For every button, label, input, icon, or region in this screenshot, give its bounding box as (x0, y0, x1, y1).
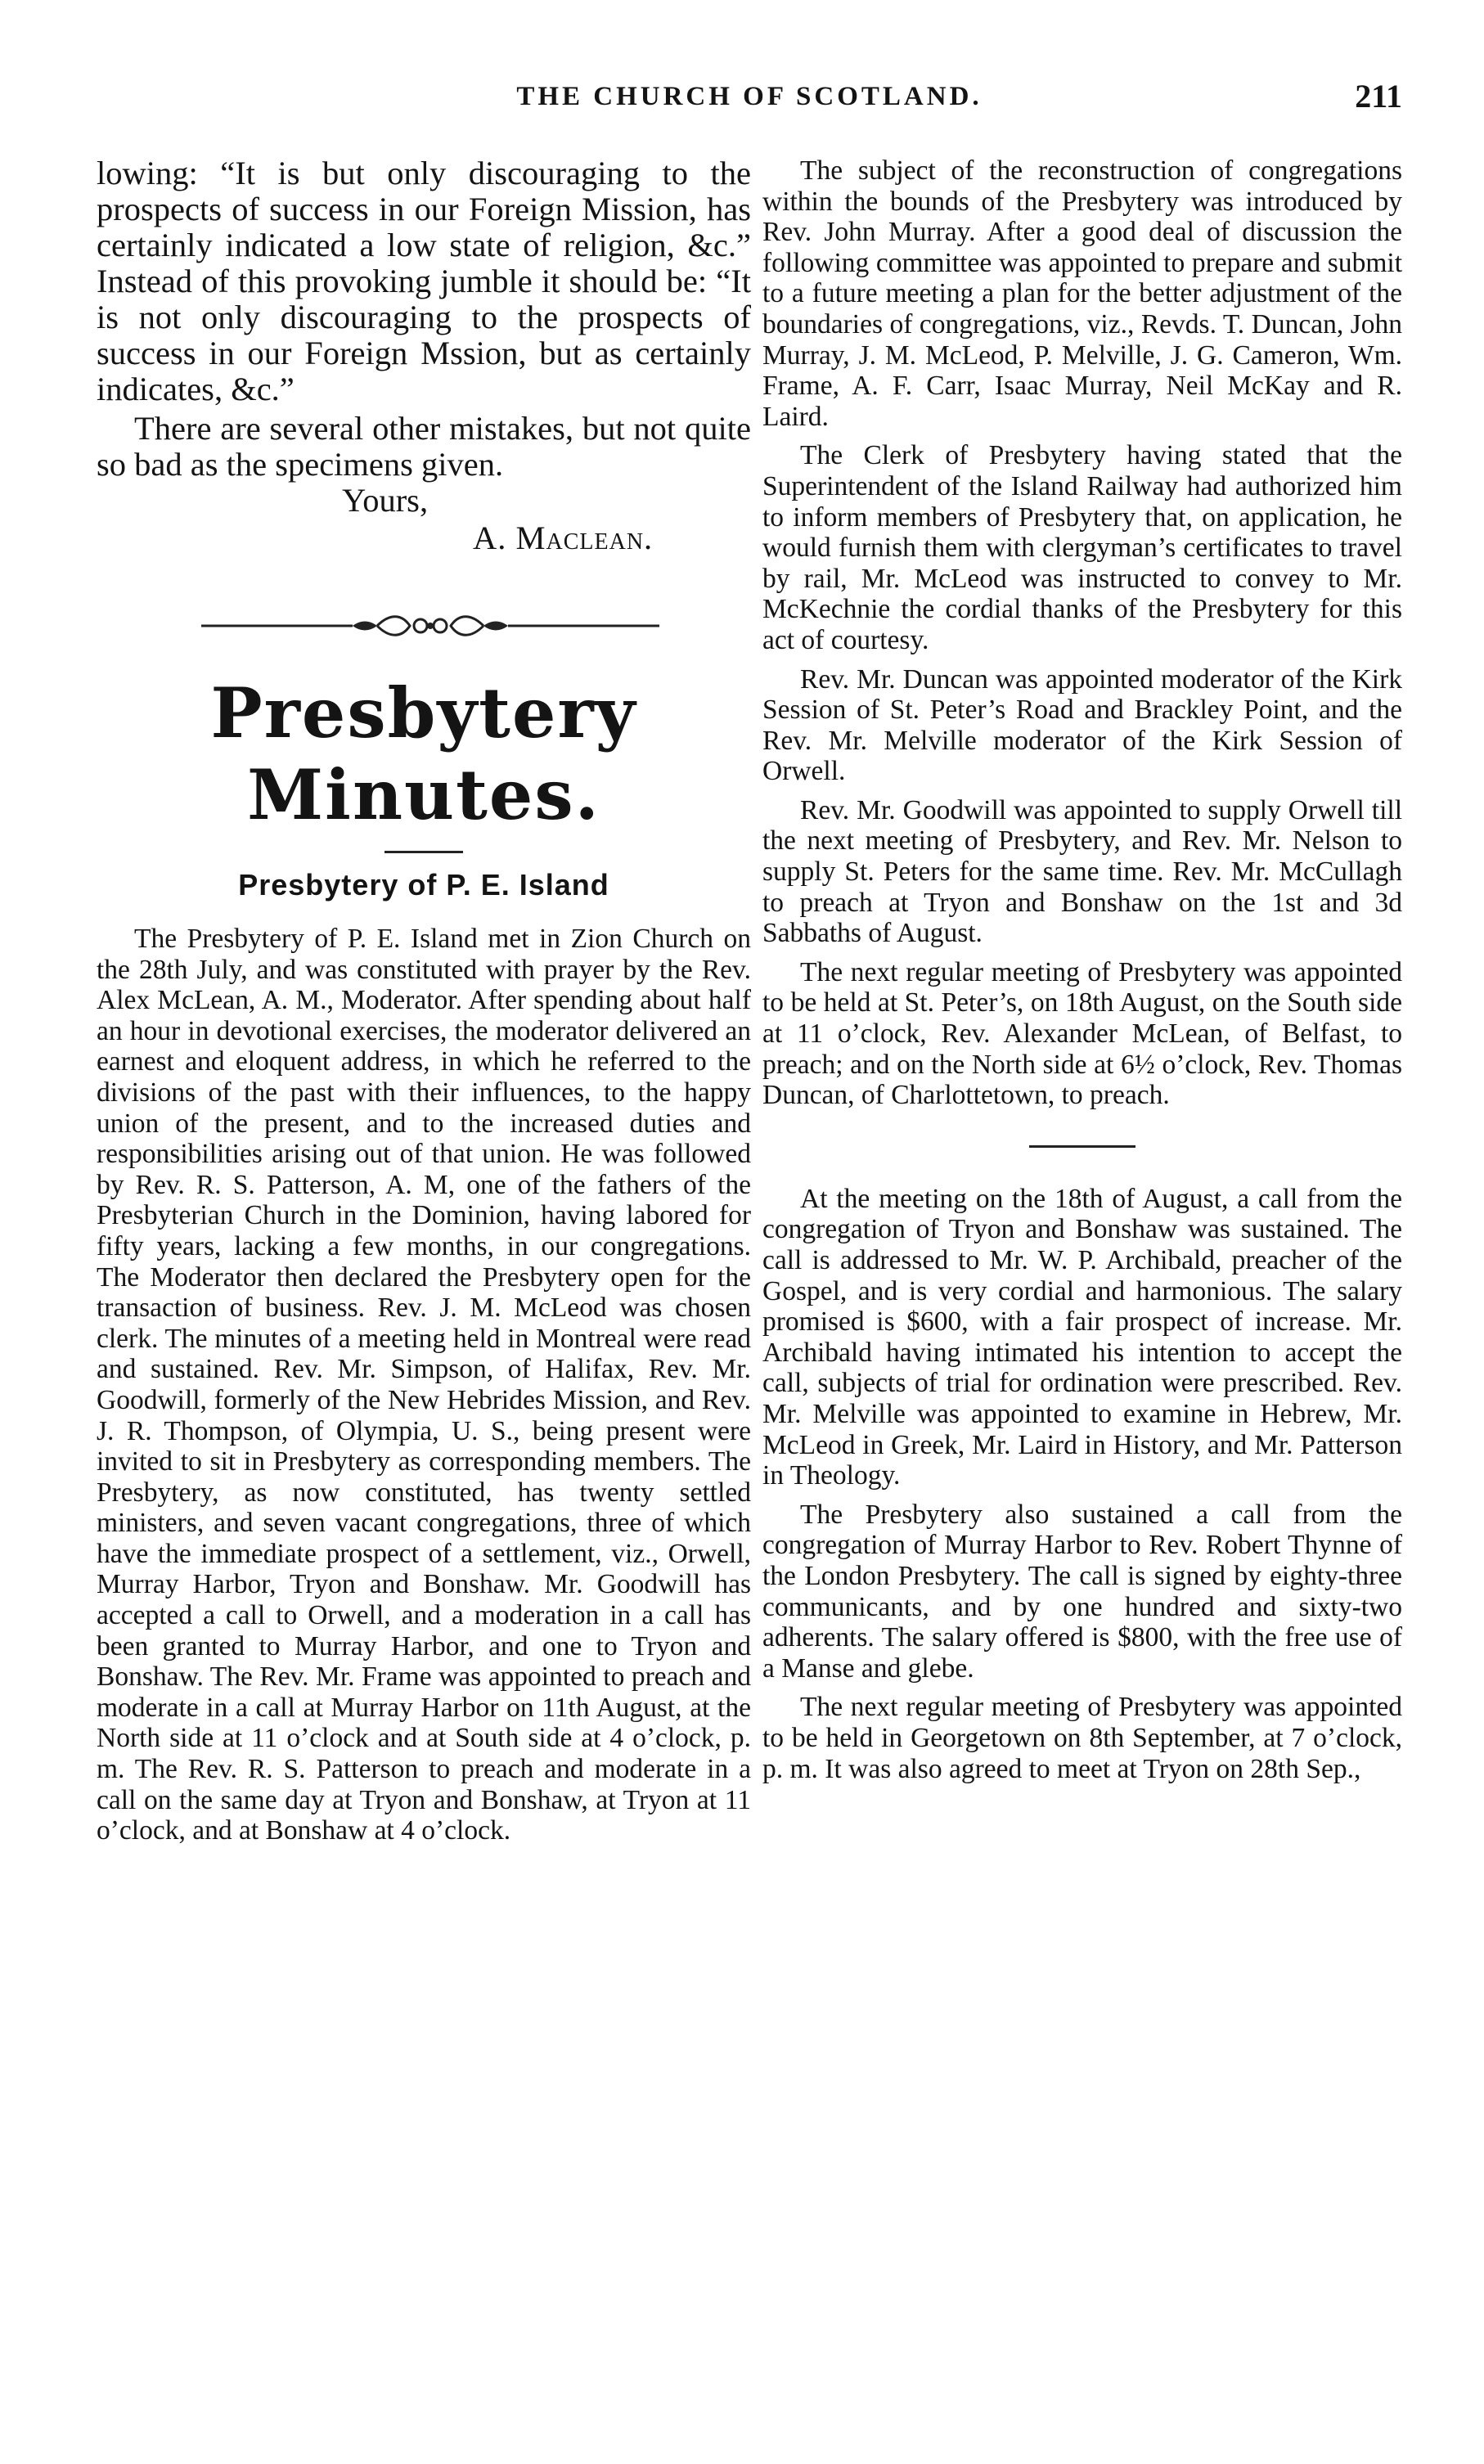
section-divider-rule (1029, 1145, 1135, 1148)
letter-closing: Yours, (342, 482, 429, 519)
minutes-paragraph: The Clerk of Presbytery having stated that the Superintendent of the Island Railway had authorized him to inform members of Presbytery that, on application, he would furnish them with clergyman’s certificates to travel by rail, Mr. McLeod was instructed to convey to Mr. McKechnie the cordial thanks of the Presbytery for this act of courtesy. (762, 440, 1402, 655)
letter-signature: A. Maclean. (473, 519, 654, 556)
right-column (762, 155, 1402, 1784)
minutes-paragraph: The Presbytery of P. E. Island met in Zion Church on the 28th July, and was constituted with prayer by the Rev. Alex McLean, A. M., Moderator. After spending about half an hour in devotional exercises, the moderator delivered an earnest and eloquent address, in which he referred to the divisions of the past with their influences, to the happy union of the present, and to the increased duties and responsibilities arising out of that union. He was followed by Rev. R. S. Patterson, A. M, one of the fathers of the Presbyterian Church in the Dominion, having labored for fifty years, lacking a few months, in our congregations. The Moderator then declared the Presbytery open for the transaction of business. Rev. J. M. McLeod was chosen clerk. The minutes of a meeting held in Montreal were read and sustained. Rev. Mr. Simpson, of Halifax, Rev. Mr. Goodwill, formerly of the New Hebrides Mission, and Rev. J. R. Thompson, of Olympia, U. S., being present were invited to sit in Presbytery as corresponding members. The Presbytery, as now constituted, has twenty settled ministers, and seven vacant congregations, three of which have the immediate prospect of a settlement, viz., Orwell, Murray Harbor, Tryon and Bonshaw. Mr. Goodwill has accepted a call to Orwell, and a moderation in a call has been granted to Murray Harbor, and one to Tryon and Bonshaw. The Rev. Mr. Frame was appointed to preach and moderate in a call at Murray Harbor on 11th August, at the North side at 11 o’clock and at South side at 4 o’clock, p. m. The Rev. R. S. Patterson to preach and moderate in a call on the same day at Tryon and Bonshaw, at Tryon at 11 o’clock, and at Bonshaw at 4 o’clock. (97, 924, 751, 1846)
page-number: 211 (1355, 78, 1402, 115)
section-title: Presbytery Minutes. (210, 672, 637, 835)
letter-paragraph: lowing: “It is but only discouraging to the prospects of success in our Foreign Mission, has certainly indicated a low state of religion, &c.” Instead of this provoking jumble it should be: “It is not only discouraging to the prospects of success in our Foreign Mssion, but as certainly indicates, &c.” (97, 155, 751, 407)
minutes-paragraph: The Presbytery also sustained a call from the congregation of Murray Harbor to Rev. Robert Thynne of the London Presbytery. The call is signed by eighty-three communicants, and by one hundred and sixty-two adherents. The salary offered is $800, with the free use of a Manse and glebe. (762, 1499, 1402, 1684)
title-rule (384, 851, 463, 853)
minutes-paragraph: The next regular meeting of Presbytery was appointed to be held at St. Peter’s, on 18th August, on the South side at 11 o’clock, Rev. Alexander McLean, of Belfast, to preach; and on the North side at 6½ o’clock, Rev. Thomas Duncan, of Charlottetown, to preach. (762, 956, 1402, 1111)
minutes-paragraph: Rev. Mr. Goodwill was appointed to supply Orwell till the next meeting of Presbytery, and Rev. Mr. Nelson to supply St. Peters for the same time. Rev. Mr. McCullagh to preach at Tryon and Bonshaw on the 1st and 3d Sabbaths of August. (762, 794, 1402, 949)
minutes-paragraph: The subject of the reconstruction of congregations within the bounds of the Presbytery was introduced by Rev. John Murray. After a good deal of discussion the following committee was appointed to prepare and submit to a future meeting a plan for the better adjustment of the boundaries of congregations, viz., Revds. T. Duncan, John Murray, J. M. McLeod, P. Melville, J. G. Cameron, Wm. Frame, A. F. Carr, Isaac Murray, Neil McKay and R. Laird. (762, 155, 1402, 432)
subheading: Presbytery of P. E. Island (238, 868, 609, 902)
minutes-paragraph: Rev. Mr. Duncan was appointed moderator of the Kirk Session of St. Peter’s Road and Brackley Point, and the Rev. Mr. Melville moderator of the Kirk Session of Orwell. (762, 663, 1402, 787)
letter-paragraph: There are several other mistakes, but not quite so bad as the specimens given. (97, 410, 751, 483)
running-head (97, 78, 1402, 131)
minutes-paragraph: The next regular meeting of Presbytery was appointed to be held in Georgetown on 8th September, at 7 o’clock, p. m. It was also agreed to meet at Tryon on 28th Sep., (762, 1692, 1402, 1784)
left-column (97, 155, 751, 1846)
minutes-paragraph: At the meeting on the 18th of August, a call from the congregation of Tryon and Bonshaw was sustained. The call is addressed to Mr. W. P. Archibald, preacher of the Gospel, and is very cordial and harmonious. The salary promised is $600, with a fair prospect of increase. Mr. Archibald having intimated his intention to accept the call, subjects of trial for ordination were prescribed. Rev. Mr. Melville was appointed to examine in Hebrew, Mr. McLeod in Greek, Mr. Laird in History, and Mr. Patterson in Theology. (762, 1183, 1402, 1491)
ornamental-divider (201, 614, 659, 638)
running-title: THE CHURCH OF SCOTLAND. (516, 82, 983, 111)
